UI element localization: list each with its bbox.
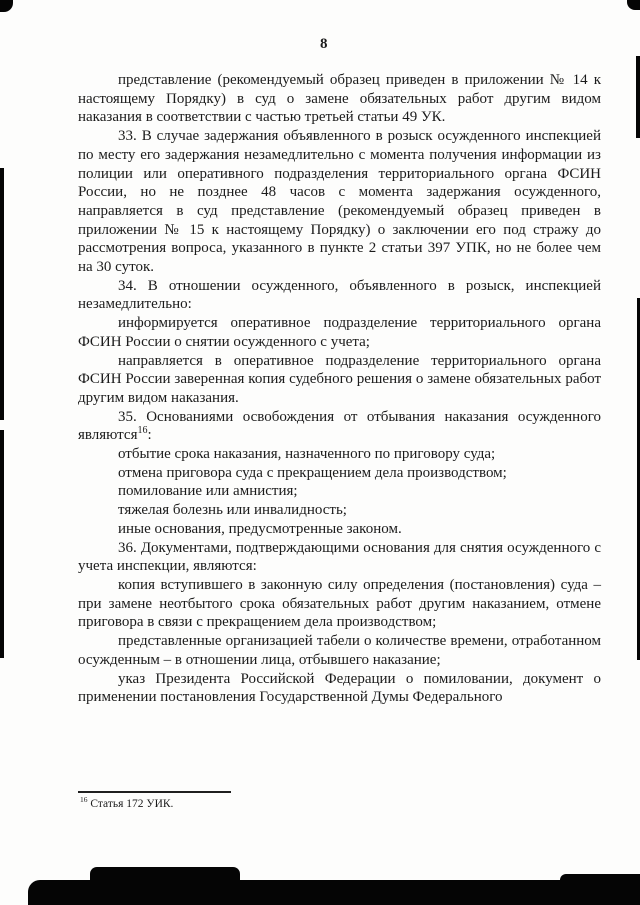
page-number: 8 bbox=[320, 36, 328, 52]
paragraph-34-item-2: направляется в оперативное подразделение территориального органа ФСИН России заверенная копия судебного решения о замене обязательных работ другим видом наказания. bbox=[78, 352, 601, 406]
scan-artifact-bottom-bar bbox=[28, 880, 640, 905]
footnote-marker: 16 bbox=[80, 795, 88, 805]
paragraph-36-item-2: представленные организацией табели о количестве времени, отработанном осужденным – в отношении лица, отбывшего наказание; bbox=[78, 633, 601, 668]
paragraph-36: 36. Документами, подтверждающими основания для снятия осужденного с учета инспекции, являются: bbox=[78, 539, 601, 575]
footnote-text: Статья 172 УИК. bbox=[90, 798, 174, 810]
scan-artifact-right-edge-1 bbox=[636, 56, 640, 138]
footnote-reference-16: 16 bbox=[137, 425, 148, 437]
paragraph-35-item-2: отмена приговора суда с прекращением дела производством; bbox=[118, 464, 507, 481]
scan-artifact-top-right bbox=[627, 0, 640, 10]
paragraph-35-item-3: помилование или амнистия; bbox=[118, 483, 298, 500]
paragraph-34: 34. В отношении осужденного, объявленного в розыск, инспекцией незамедлительно: bbox=[78, 277, 601, 313]
paragraph-34-item-1: информируется оперативное подразделение территориального органа ФСИН России о снятии осужденного с учета; bbox=[78, 315, 601, 350]
paragraph-35-item-1: отбытие срока наказания, назначенного по приговору суда; bbox=[118, 446, 496, 463]
paragraph-36-item-1: копия вступившего в законную силу определения (постановления) суда – при замене неотбытого срока обязательных работ другим наказанием, отмене приговора в связи с прекращением дела производством; bbox=[78, 576, 601, 631]
paragraph-35-item-5: иные основания, предусмотренные законом. bbox=[118, 520, 402, 537]
paragraph-35-text: 35. Основаниями освобождения от отбывания наказания осужденного являются bbox=[78, 408, 601, 444]
footnote bbox=[80, 795, 174, 810]
footnote-separator bbox=[78, 791, 231, 793]
scan-artifact-top-left bbox=[0, 0, 13, 12]
paragraph-35-item-4: тяжелая болезнь или инвалидность; bbox=[118, 502, 347, 519]
scan-artifact-left-edge-1 bbox=[0, 168, 4, 420]
paragraph-35 bbox=[78, 408, 601, 445]
paragraph-33: 33. В случае задержания объявленного в розыск осужденного инспекцией по месту его задержания незамедлительно с момента получения информации из полиции или оперативного подразделения территориального органа ФСИН России, но не позднее 48 часов с момента задержания осужденного, направляется в суд представление (рекомендуемый образец приведен в приложении № 15 к настоящему Порядку) о заключении его под стражу до рассмотрения вопроса, указанного в пункте 2 статьи 397 УПК, но не более чем на 30 суток. bbox=[78, 128, 601, 276]
paragraph-36-item-3: указ Президента Российской Федерации о помиловании, документ о применении постановления Государственной Думы Федерального bbox=[78, 670, 601, 706]
paragraph-continuation: представление (рекомендуемый образец приведен в приложении № 14 к настоящему Порядку) в суд о замене обязательных работ другим видом наказания в соответствии с частью третьей статьи 49 УК. bbox=[78, 72, 601, 126]
paragraph-35-colon: : bbox=[147, 427, 152, 444]
scan-artifact-left-edge-2 bbox=[0, 430, 4, 658]
document-body bbox=[78, 71, 601, 707]
